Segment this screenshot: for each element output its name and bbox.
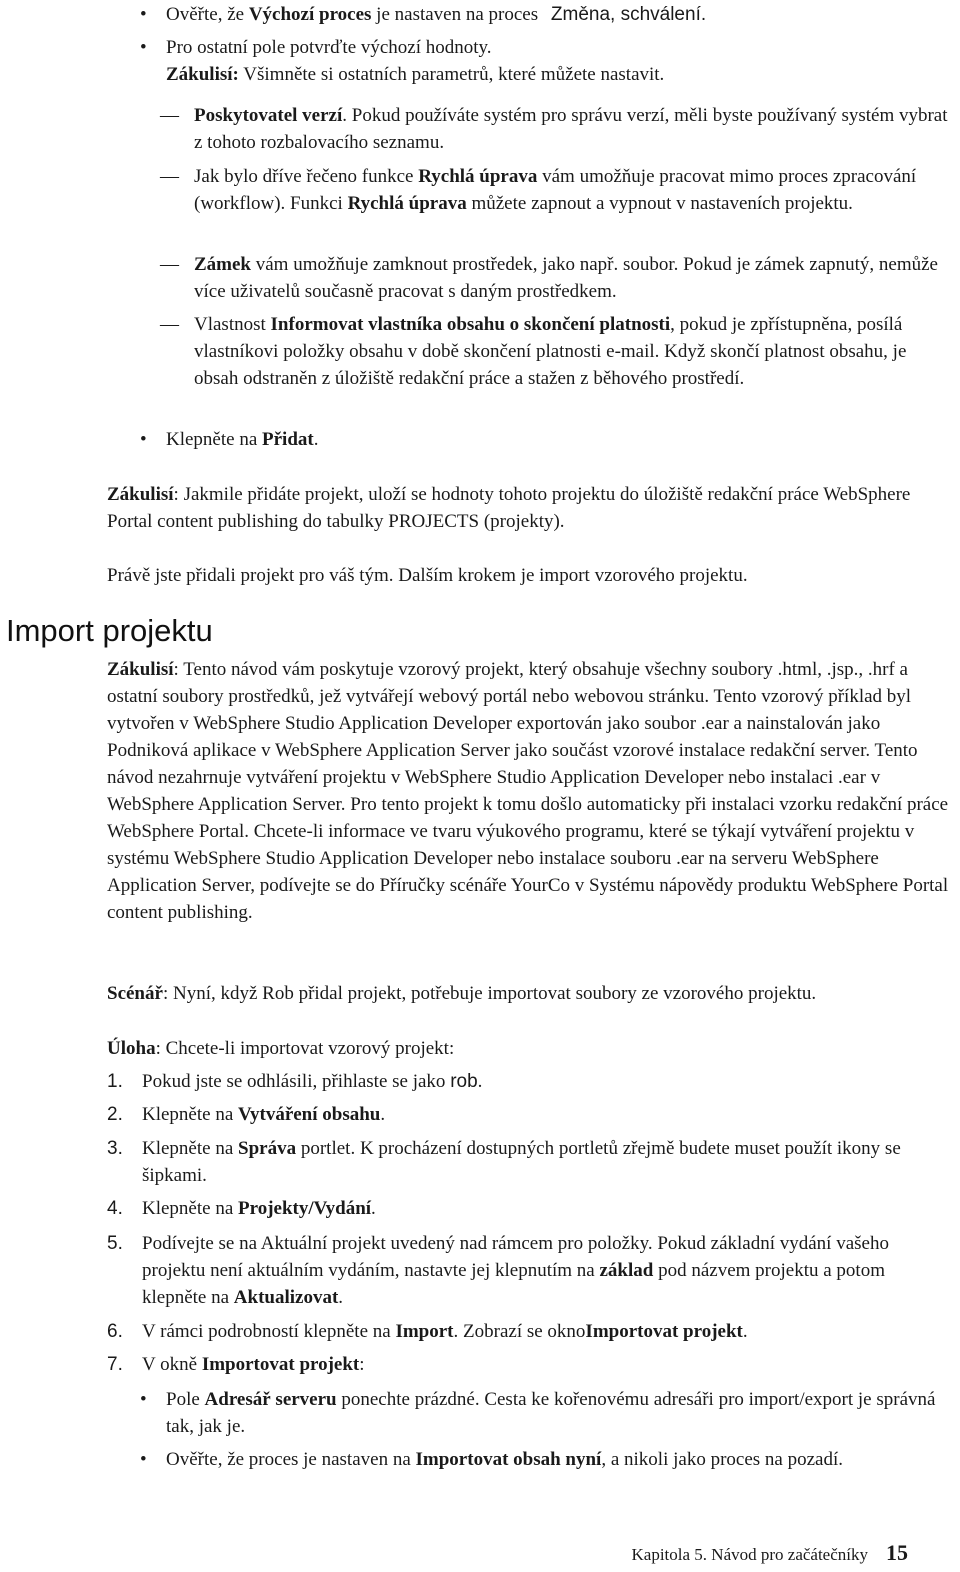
- step-number: 3.: [107, 1138, 123, 1159]
- dash-version-provider: Poskytovatel verzí. Pokud používáte systém pro správu verzí, měli byste používaný systém vybrat z tohoto rozbalovacího seznamu.: [194, 105, 948, 153]
- dash-lock: Zámek vám umožňuje zamknout prostředek, jako např. soubor. Pokud je zámek zapnutý, nemůže více uživatelů současně pracovat s daným prostředkem.: [194, 254, 938, 302]
- step-login: Pokud jste se odhlásili, přihlaste se jako rob.: [142, 1071, 483, 1092]
- note-behind-scenes: Zákulisí: Všimněte si ostatních parametrů, které můžete nastavit.: [166, 64, 665, 85]
- step-admin-portlet: Klepněte na Správa portlet. K procházení dostupných portletů zřejmě budete muset použít ikony se šipkami.: [142, 1138, 901, 1186]
- dash-marker: —: [160, 166, 179, 187]
- step-number: 1.: [107, 1071, 123, 1092]
- bullet-marker: •: [140, 1449, 147, 1470]
- bullet-default-process: Ověřte, že Výchozí proces je nastaven na proces Změna, schválení.: [166, 4, 707, 25]
- bullet-marker: •: [140, 429, 147, 450]
- para-scenario: Scénář: Nyní, když Rob přidal projekt, potřebuje importovat soubory ze vzorového projektu.: [107, 983, 817, 1004]
- section-heading: Import projektu: [6, 613, 213, 648]
- para-task: Úloha: Chcete-li importovat vzorový projekt:: [107, 1038, 455, 1059]
- step-projects-releases: Klepněte na Projekty/Vydání.: [142, 1198, 376, 1219]
- dash-marker: —: [160, 105, 179, 126]
- dash-quick-edit: Jak bylo dříve řečeno funkce Rychlá úprava vám umožňuje pracovat mimo proces zpracování (workflow). Funkci Rychlá úprava můžete zapnout a vypnout v nastaveních projektu.: [194, 166, 917, 214]
- para-behind-scenes-save: Zákulisí: Jakmile přidáte projekt, uloží se hodnoty tohoto projektu do úložiště redakční práce WebSphere Portal content publishing do tabulky PROJECTS (projekty).: [107, 484, 911, 532]
- dash-expiry-notify: Vlastnost Informovat vlastníka obsahu o skončení platnosti, pokud je zpřístupněna, posílá vlastníkovi položky obsahu v době skončení platnosti e-mail. Když skončí platnost obsahu, je obsah odstraněn z úložiště redakční práce a stažen z běhového prostředí.: [194, 314, 907, 389]
- bullet-click-add: Klepněte na Přidat.: [166, 429, 319, 450]
- step-number: 7.: [107, 1354, 123, 1375]
- dash-marker: —: [160, 254, 179, 275]
- step-import-click: V rámci podrobností klepněte na Import. Zobrazí se oknoImportovat projekt.: [142, 1321, 748, 1342]
- bullet-confirm-defaults: Pro ostatní pole potvrďte výchozí hodnoty.: [166, 37, 492, 58]
- bullet-marker: •: [140, 1389, 147, 1410]
- sub-bullet-server-dir: Pole Adresář serveru ponechte prázdné. Cesta ke kořenovému adresáři pro import/export je správná tak, jak je.: [166, 1389, 936, 1437]
- page-footer: [632, 1539, 909, 1568]
- step-number: 5.: [107, 1233, 123, 1254]
- step-import-window: V okně Importovat projekt:: [142, 1354, 365, 1375]
- chapter-title: Kapitola 5. Návod pro začátečníky: [631, 1545, 868, 1564]
- sub-bullet-import-now: Ověřte, že proces je nastaven na Importovat obsah nyní, a nikoli jako proces na pozadí.: [166, 1449, 843, 1470]
- step-number: 2.: [107, 1104, 123, 1125]
- dash-marker: —: [160, 314, 179, 335]
- para-project-added: Právě jste přidali projekt pro váš tým. Dalším krokem je import vzorového projektu.: [107, 565, 748, 586]
- bullet-marker: •: [140, 37, 147, 58]
- step-number: 6.: [107, 1321, 123, 1342]
- step-number: 4.: [107, 1198, 123, 1219]
- bullet-marker: •: [140, 4, 147, 25]
- step-content-creation: Klepněte na Vytváření obsahu.: [142, 1104, 386, 1125]
- page-number: 15: [886, 1540, 908, 1565]
- para-behind-scenes-import: Zákulisí: Tento návod vám poskytuje vzorový projekt, který obsahuje všechny soubory .html, .jsp., .hrf a ostatní soubory prostředků, jež vytvářejí webový portál nebo webovou stránku. Tento vzorový příklad byl vytvořen v WebSphere Studio Application Developer exportován jako soubor .ear a nainstalován jako Podniková aplikace v WebSphere Application Server jako součást vzorové instalace redakční server. Tento návod nezahrnuje vytváření projektu v WebSphere Studio Application Developer nebo instalaci .ear v WebSphere Application Server. Pro tento projekt k tomu došlo automaticky při instalaci vzorku redakční práce WebSphere Portal. Chcete-li informace ve tvaru výukového programu, které se týkají vytváření projektu v systému WebSphere Studio Application Developer nebo instalace souboru .ear na serveru WebSphere Application Server, podívejte se do Příručky scénáře YourCo v Systému nápovědy produktu WebSphere Portal content publishing.: [107, 659, 949, 923]
- step-current-project: Podívejte se na Aktuální projekt uvedený nad rámcem pro položky. Pokud základní vydání vašeho projektu není aktuálním vydáním, nastavte jej klepnutím na základ pod názvem projektu a potom klepněte na Aktualizovat.: [142, 1233, 889, 1308]
